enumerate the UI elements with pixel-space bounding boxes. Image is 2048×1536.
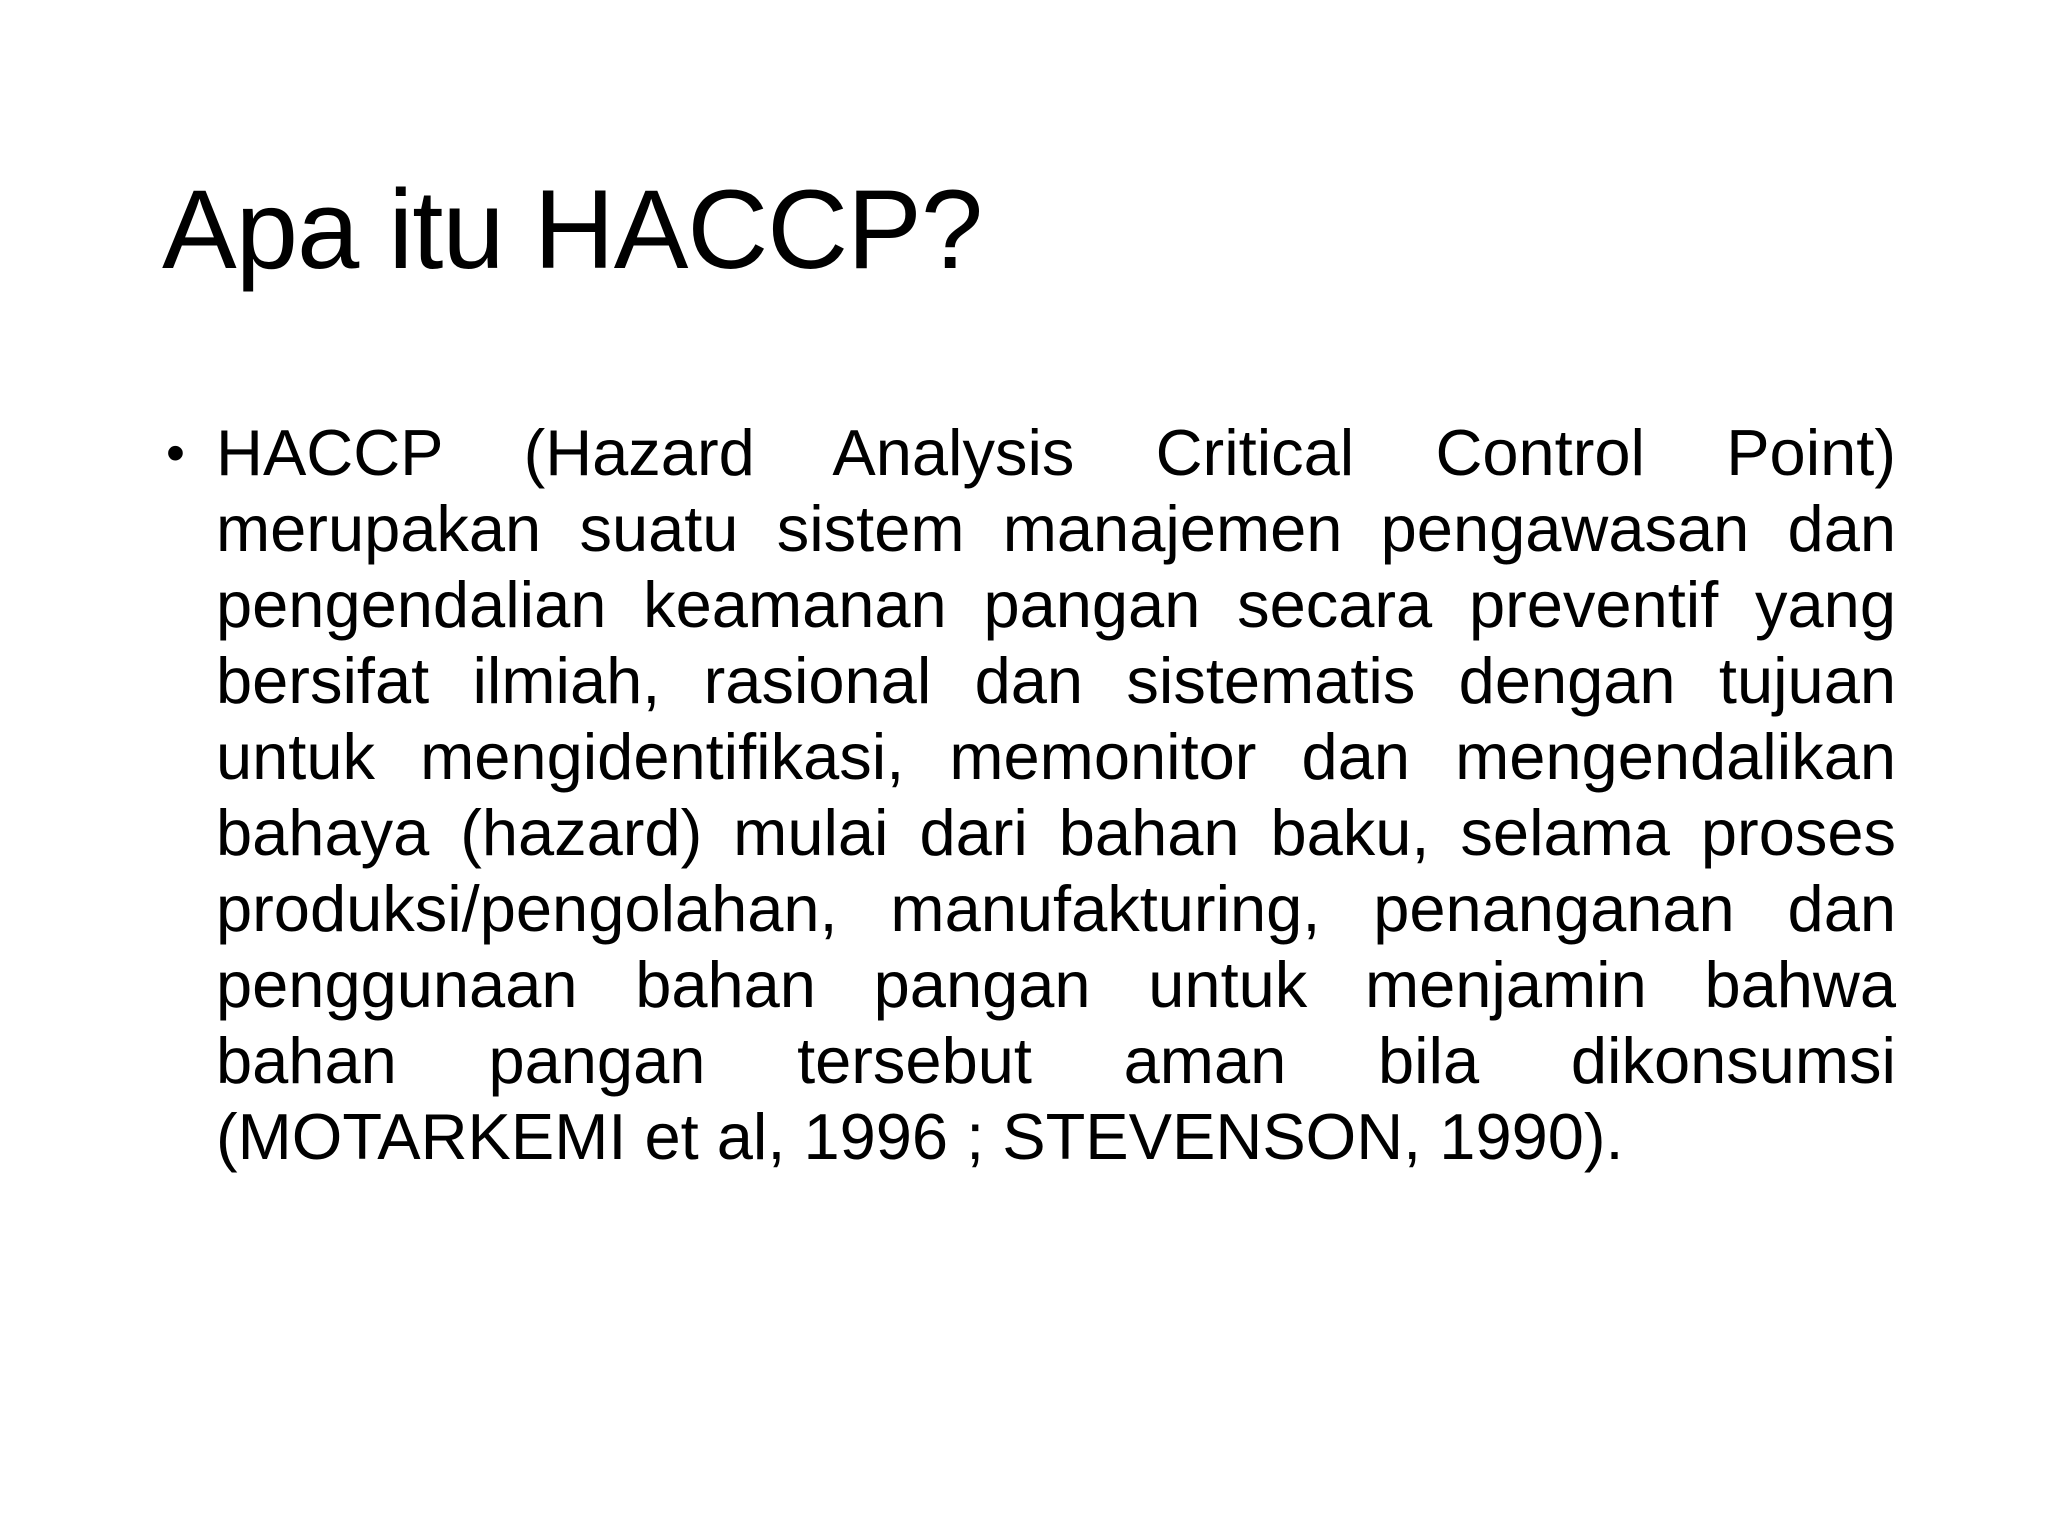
bullet-list — [162, 415, 1896, 1175]
bullet-text: HACCP (Hazard Analysis Critical Control Point) merupakan suatu sistem manajemen pengawasan dan pengendalian keamanan pangan secara preventif yang bersifat ilmiah, rasional dan sistematis dengan tujuan untuk mengidentifikasi, memonitor dan mengendalikan bahaya (hazard) mulai dari bahan baku, selama proses produksi/pengolahan, manufakturing, penanganan dan penggunaan bahan pangan untuk menjamin bahwa bahan pangan tersebut aman bila dikonsumsi (MOTARKEMI et al, 1996 ; STEVENSON, 1990). — [216, 416, 1896, 1173]
bullet-item — [162, 415, 1896, 1175]
bullet-marker: • — [166, 423, 185, 483]
slide-title: Apa itu HACCP? — [162, 167, 983, 292]
